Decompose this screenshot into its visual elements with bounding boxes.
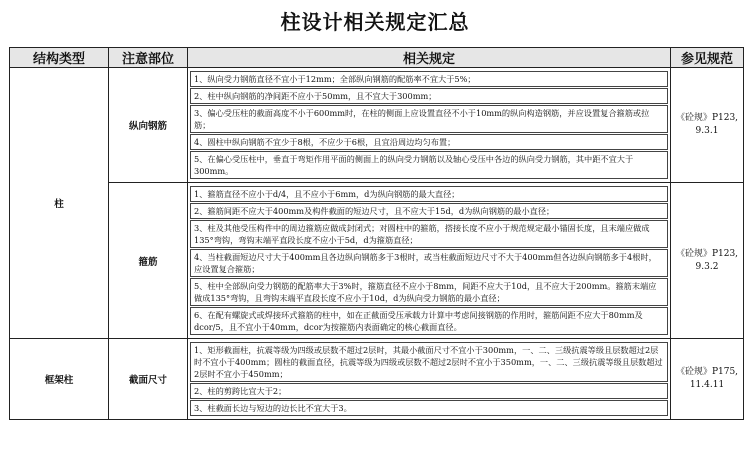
table-row-frame-section [10,339,744,420]
rule-item: 3、偏心受压柱的截面高度不小于600mm时，在柱的侧面上应设置直径不小于10mm的纵向构造钢筋，并应设置复合箍筋或拉筋； [190,105,668,133]
part-longitudinal: 纵向钢筋 [109,68,188,183]
rule-item: 5、在偏心受压柱中，垂直于弯矩作用平面的侧面上的纵向受力钢筋以及轴心受压中各边的纵向受力钢筋，其中距不宜大于300mm。 [190,151,668,179]
rule-item: 2、柱的剪跨比宜大于2； [190,383,668,399]
part-stirrup: 箍筋 [109,183,188,339]
reference-longitudinal [671,68,744,183]
header-regulation: 相关规定 [188,48,671,68]
page-title: 柱设计相关规定汇总 [280,10,470,34]
reference-line: 《砼规》P123, [675,113,739,123]
rule-item: 3、柱截面长边与短边的边长比不宜大于3。 [190,400,668,416]
reference-line: 《砼规》P123, [675,248,739,259]
regulation-table [9,47,744,420]
rule-item: 4、当柱截面短边尺寸大于400mm且各边纵向钢筋多于3根时，或当柱截面短边尺寸不大于400mm但各边纵向钢筋多于4根时，应设置复合箍筋； [190,249,668,277]
header-structure-type: 结构类型 [10,48,109,68]
rule-item: 1、纵向受力钢筋直径不宜小于12mm；全部纵向钢筋的配筋率不宜大于5%； [190,71,668,87]
rule-item: 1、箍筋直径不应小于d/4，且不应小于6mm，d为纵向钢筋的最大直径； [190,186,668,202]
table-row-column-stirrup [10,183,744,339]
rule-item: 6、在配有螺旋式或焊接环式箍筋的柱中，如在正截面受压承载力计算中考虑间接钢筋的作用时，箍筋间距不应大于80mm及dcor/5，且不宜小于40mm，dcor为按箍筋内表面确定的核心截面直径。 [190,307,668,335]
rule-item: 2、箍筋间距不应大于400mm及构件截面的短边尺寸，且不应大于15d，d为纵向钢筋的最小直径； [190,203,668,219]
part-section: 截面尺寸 [109,339,188,420]
reference-stirrup [671,183,744,339]
reference-line: 9.3.1 [695,126,719,136]
structure-type-frame-column: 框架柱 [10,339,109,420]
rule-item: 1、矩形截面柱，抗震等级为四级或层数不超过2层时，其最小截面尺寸不宜小于300mm，一、二、三级抗震等级且层数超过2层时不宜小于400mm；圆柱的截面直径，抗震等级为四级或层数不超过2层时不宜小于350mm，一、二、三级抗震等级且层数超过2层时不宜小于450mm； [190,342,668,382]
header-row [10,48,744,68]
reference-section [671,339,744,420]
rule-item: 4、圆柱中纵向钢筋不宜少于8根，不应少于6根，且宜沿周边均匀布置； [190,134,668,150]
table-row-column-longitudinal [10,68,744,183]
rules-longitudinal [188,68,671,183]
structure-type-column: 柱 [10,68,109,339]
reference-line: 9.3.2 [695,261,719,272]
rules-section [188,339,671,420]
header-attention-part: 注意部位 [109,48,188,68]
reference-line: 11.4.11 [689,380,725,390]
reference-line: 《砼规》P175, [675,367,739,377]
rule-item: 5、柱中全部纵向受力钢筋的配筋率大于3%时，箍筋直径不应小于8mm，间距不应大于10d，且不应大于200mm。箍筋末端应做成135°弯钩，且弯钩末端平直段长度不应小于10d，d为纵向受力钢筋的最小直径； [190,278,668,306]
rules-stirrup [188,183,671,339]
rule-item: 3、柱及其他受压构件中的周边箍筋应做成封闭式；对圆柱中的箍筋，搭接长度不应小于规范规定最小锚固长度，且末端应做成135°弯钩，弯钩末端平直段长度不应小于5d，d为箍筋直径； [190,220,668,248]
rule-item: 2、柱中纵向钢筋的净间距不应小于50mm，且不宜大于300mm； [190,88,668,104]
header-reference: 参见规范 [671,48,744,68]
